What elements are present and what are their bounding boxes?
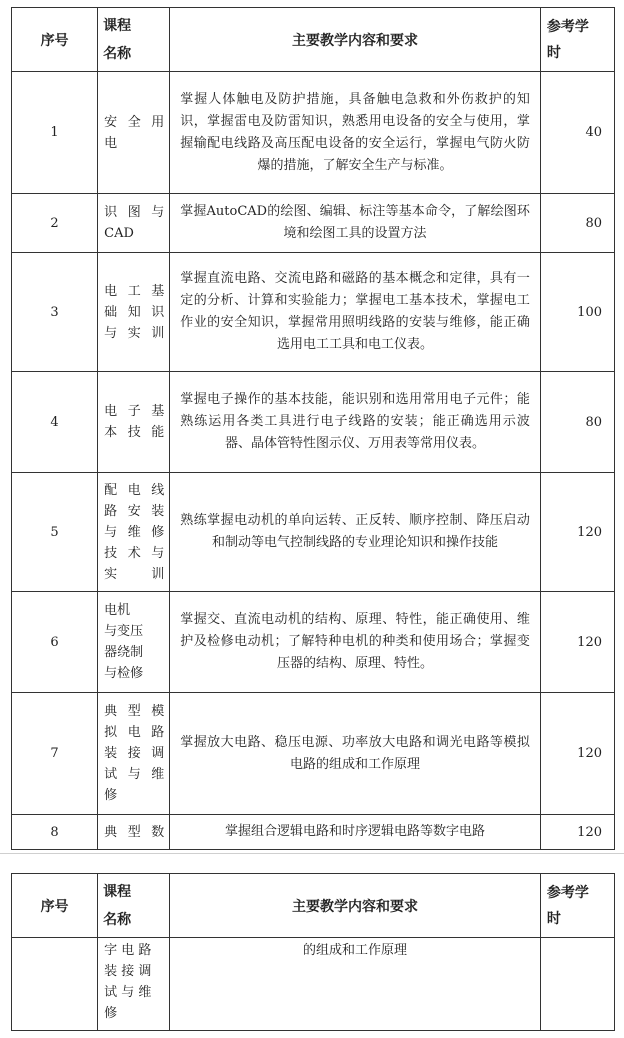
cell-no: 8 — [12, 815, 98, 850]
course-name-line: 本技能 — [104, 425, 165, 440]
course-name-line: 与实训 — [104, 325, 165, 341]
cell-content: 熟练掌握电动机的单向运转、正反转、顺序控制、降压启动和制动等电气控制线路的专业理论知识和操作技能 — [170, 473, 541, 592]
cell-course-name — [98, 372, 170, 473]
course-table-page2 — [11, 873, 615, 1031]
cell-hours — [540, 938, 614, 1031]
table-row — [12, 473, 615, 592]
header-course-name-line1: 课程 — [103, 17, 132, 34]
course-name-line: 字 电 路 — [104, 943, 152, 958]
course-name-line: 试 与 维 — [104, 985, 152, 1000]
course-name-line: 电机 — [104, 603, 131, 618]
course-name-line: 实训 — [104, 566, 165, 582]
table-row — [12, 592, 615, 693]
cell-hours: 120 — [540, 473, 614, 592]
cell-hours: 120 — [540, 815, 614, 850]
course-name-line: 拟 电 路 — [104, 725, 165, 740]
table-row — [12, 372, 615, 473]
header-course-name-line1: 课程 — [103, 883, 132, 900]
table-body — [12, 72, 615, 850]
header-no: 序号 — [12, 8, 98, 72]
cell-no: 4 — [12, 372, 98, 473]
cell-no: 6 — [12, 592, 98, 693]
cell-hours: 80 — [540, 372, 614, 473]
cell-content: 掌握人体触电及防护措施，具备触电急救和外伤救护的知识，掌握雷电及防雷知识，熟悉用电设备的安全与使用，掌握输配电线路及高压配电设备的安全运行，掌握电气防火防爆的措施，了解安全生产与标准。 — [170, 72, 541, 194]
course-name-line: 与检修 — [104, 666, 144, 681]
cell-content: 掌握电子操作的基本技能，能识别和选用常用电子元件；能熟练运用各类工具进行电子线路的安装；能正确选用示波器、晶体管特性图示仪、万用表等常用仪表。 — [170, 372, 541, 473]
cell-hours: 120 — [540, 592, 614, 693]
table-row — [12, 693, 615, 815]
course-name-line: 典 型 模 — [104, 704, 165, 719]
table-row — [12, 72, 615, 194]
cell-course-name — [98, 815, 170, 850]
course-name-line: 电 工 基 — [104, 283, 165, 299]
course-name-line: 试 与 维 — [104, 767, 165, 782]
cell-course-name — [98, 253, 170, 372]
cell-content: 掌握组合逻辑电路和时序逻辑电路等数字电路 — [170, 815, 541, 850]
course-name-line: 修 — [104, 788, 118, 803]
course-table-page1 — [11, 7, 615, 850]
table-row — [12, 253, 615, 372]
course-name-line: 础 知 识 — [104, 304, 165, 320]
cell-content: 掌握放大电路、稳压电源、功率放大电路和调光电路等模拟电路的组成和工作原理 — [170, 693, 541, 815]
header-hours — [540, 8, 614, 72]
cell-content: 掌握直流电路、交流电路和磁路的基本概念和定律，具有一定的分析、计算和实验能力；掌握电工基本技术，掌握电工作业的安全知识，掌握常用照明线路的安装与维修，能正确选用电工工具和电工仪表。 — [170, 253, 541, 372]
course-name-line: 电 — [104, 135, 118, 151]
header-course-name-line2: 名称 — [103, 911, 132, 928]
cell-course-name — [98, 194, 170, 253]
cell-course-name — [98, 938, 170, 1031]
course-name-line: 安 全 用 — [104, 114, 165, 130]
cell-hours: 100 — [540, 253, 614, 372]
course-name-line: 修 — [104, 1006, 118, 1021]
cell-hours: 80 — [540, 194, 614, 253]
cell-hours: 40 — [540, 72, 614, 194]
page-separator — [0, 853, 624, 854]
cell-course-name — [98, 693, 170, 815]
course-name-line: 配 电 线 — [104, 482, 165, 498]
header-hours — [540, 874, 614, 938]
cell-no — [12, 938, 98, 1031]
table-row — [12, 194, 615, 253]
course-name-line: 电 子 基 — [104, 404, 165, 419]
table-row-continued — [12, 938, 615, 1031]
cell-no: 2 — [12, 194, 98, 253]
course-name-line: 与变压 — [104, 624, 144, 639]
header-content: 主要教学内容和要求 — [170, 8, 541, 72]
header-course-name — [98, 8, 170, 72]
header-course-name — [98, 874, 170, 938]
cell-course-name — [98, 592, 170, 693]
table-row — [12, 815, 615, 850]
cell-content: 掌握AutoCAD的绘图、编辑、标注等基本命令，了解绘图环境和绘图工具的设置方法 — [170, 194, 541, 253]
header-hours-line1: 参考学 — [546, 18, 589, 35]
course-name-line: 与 维 修 — [104, 524, 165, 540]
cell-hours: 120 — [540, 693, 614, 815]
header-hours-line2: 时 — [546, 910, 561, 927]
header-hours-line1: 参考学 — [546, 884, 589, 901]
table-header-row — [12, 8, 615, 72]
course-name-line: 技 术 与 — [104, 545, 165, 561]
header-content: 主要教学内容和要求 — [170, 874, 541, 938]
cell-content: 掌握交、直流电动机的结构、原理、特性，能正确使用、维护及检修电动机；了解特种电机的种类和使用场合；掌握变压器的结构、原理、特性。 — [170, 592, 541, 693]
cell-no: 5 — [12, 473, 98, 592]
course-name-line: 器绕制 — [104, 645, 144, 660]
header-no: 序号 — [12, 874, 98, 938]
course-name-line: 路 安 装 — [104, 503, 165, 519]
header-hours-line2: 时 — [546, 44, 561, 61]
cell-no: 7 — [12, 693, 98, 815]
cell-course-name — [98, 473, 170, 592]
course-name-line: 识 图 与 — [104, 205, 165, 220]
cell-course-name — [98, 72, 170, 194]
course-name-line: CAD — [104, 226, 134, 241]
course-name-line: 装 接 调 — [104, 746, 165, 761]
cell-no: 3 — [12, 253, 98, 372]
cell-no: 1 — [12, 72, 98, 194]
table-header-row — [12, 874, 615, 938]
header-course-name-line2: 名称 — [103, 45, 132, 62]
course-name-line: 典 型 数 — [104, 824, 165, 840]
cell-content: 的组成和工作原理 — [170, 938, 541, 1031]
course-name-line: 装 接 调 — [104, 964, 152, 979]
